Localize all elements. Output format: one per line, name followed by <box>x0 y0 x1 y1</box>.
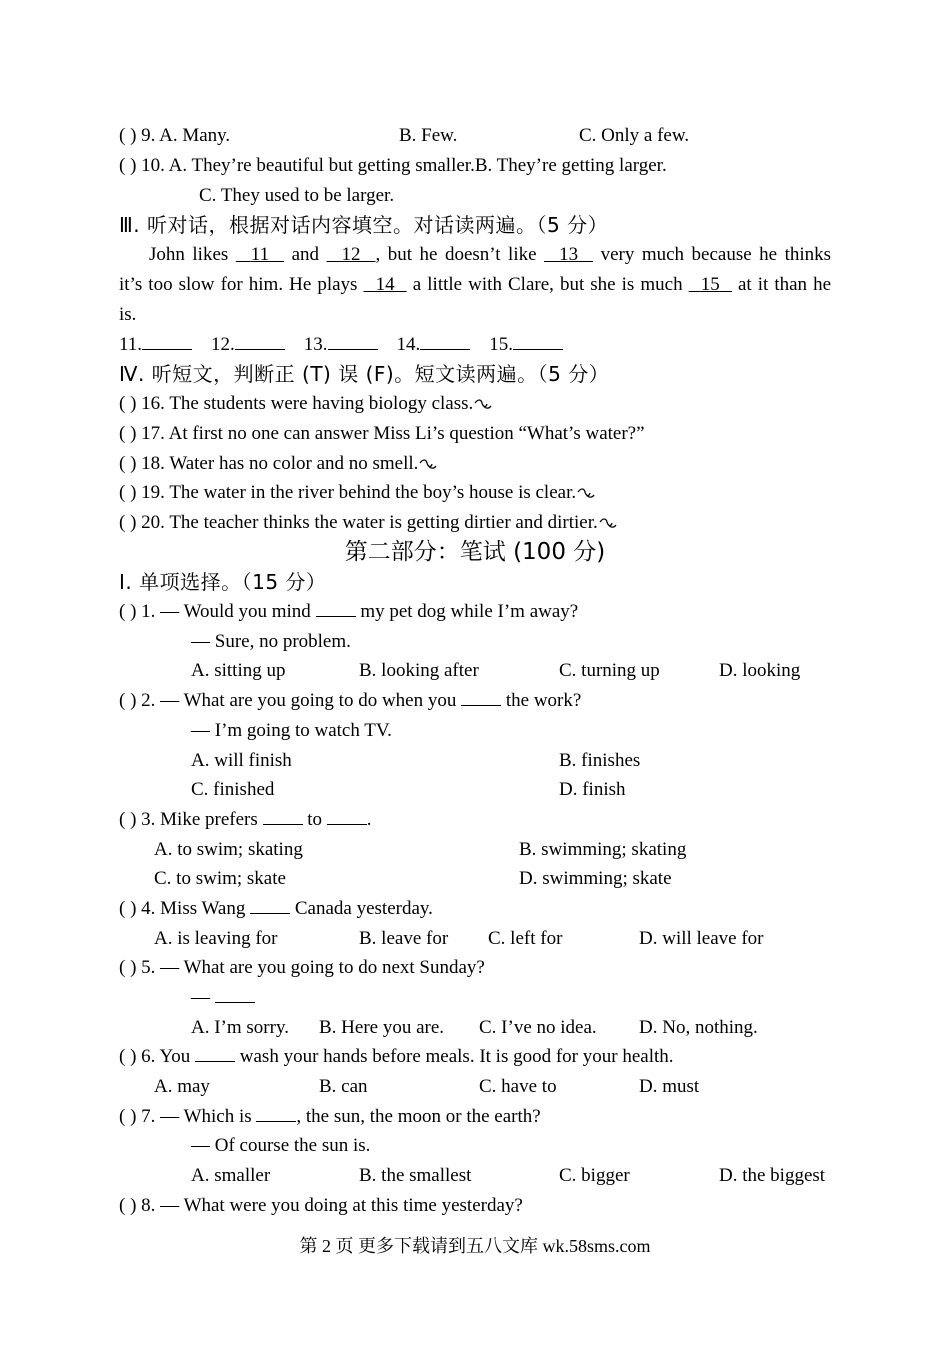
question-stem: 1. — Would you mind <box>141 601 311 622</box>
option-d: D. No, nothing. <box>639 1017 758 1038</box>
blank-12: 12 <box>341 244 361 265</box>
answer-paren[interactable]: ( ) <box>119 1106 137 1127</box>
answer-paren[interactable]: ( ) <box>119 423 137 444</box>
option-c: C. I’ve no idea. <box>479 1017 597 1038</box>
option-b: B. can <box>319 1076 368 1097</box>
answer-12[interactable]: 12. <box>211 334 285 355</box>
option-b: B. leave for <box>359 928 449 949</box>
statement-text: 18. Water has no color and no smell. <box>141 453 419 474</box>
section-3-heading: Ⅲ. 听对话，根据对话内容填空。对话读两遍。（5 分） <box>119 213 609 237</box>
option-a: A. is leaving for <box>154 928 278 949</box>
option-c: C. left for <box>488 928 563 949</box>
question-9 <box>119 121 230 151</box>
mc-question-8 <box>119 1191 523 1221</box>
option-d: D. will leave for <box>639 928 764 949</box>
option-d: D. must <box>639 1076 700 1097</box>
option-c: C. finished <box>191 779 275 800</box>
blank-14: 14 <box>375 274 395 295</box>
blank-13: 13 <box>559 244 579 265</box>
answer-blanks <box>119 330 563 360</box>
fill-blank <box>263 806 303 825</box>
answer-14[interactable]: 14. <box>397 334 471 355</box>
option-b: B. Here you are. <box>319 1017 445 1038</box>
question-stem: my pet dog while I’m away? <box>360 601 579 622</box>
blank-15: 15 <box>700 274 720 295</box>
question-text: 9. A. Many. <box>141 125 231 146</box>
cloze-line-3: is. <box>119 304 137 325</box>
cloze-line-1 <box>119 240 831 270</box>
blank-11: 11 <box>250 244 270 265</box>
option-a: A. sitting up <box>191 660 286 681</box>
fill-blank <box>256 1103 296 1122</box>
option-a: A. will finish <box>191 750 292 771</box>
answer-paren[interactable]: ( ) <box>119 601 137 622</box>
mc-question-4 <box>119 894 433 924</box>
question-stem: . <box>366 809 372 830</box>
statement-18 <box>119 449 437 479</box>
statement-text: 17. At first no one can answer Miss Li’s question “What’s water?” <box>141 423 645 444</box>
option-d: D. looking <box>719 660 801 681</box>
text: very much because he thinks <box>600 244 832 265</box>
squiggle-icon <box>599 518 617 530</box>
text: and <box>291 244 320 265</box>
mc-question-1 <box>119 597 578 627</box>
squiggle-icon <box>419 459 437 471</box>
question-stem: 5. — What are you going to do next Sunday? <box>141 957 485 978</box>
answer-paren[interactable]: ( ) <box>119 512 137 533</box>
fill-blank <box>250 895 290 914</box>
question-stem: wash your hands before meals. It is good for your health. <box>239 1046 674 1067</box>
question-stem: , the sun, the moon or the earth? <box>296 1106 541 1127</box>
reply: — I’m going to watch TV. <box>191 720 392 741</box>
statement-text: 16. The students were having biology class. <box>141 393 474 414</box>
option-b: B. the smallest <box>359 1165 472 1186</box>
question-stem: the work? <box>505 690 582 711</box>
mc-question-3 <box>119 805 372 835</box>
part-2-title: 第二部分：笔试 (100 分) <box>344 539 606 565</box>
reply: — Of course the sun is. <box>191 1135 371 1156</box>
mc-question-5 <box>119 953 485 983</box>
option-c: C. They used to be larger. <box>199 185 395 206</box>
answer-paren: ( ) <box>119 125 137 146</box>
question-text: 10. A. They’re beautiful but getting smaller.B. They’re getting larger. <box>141 155 667 176</box>
option-d: D. finish <box>559 779 626 800</box>
answer-paren[interactable]: ( ) <box>119 393 137 414</box>
mc-question-2 <box>119 686 581 716</box>
mc-question-7 <box>119 1102 541 1132</box>
answer-paren[interactable]: ( ) <box>119 957 137 978</box>
answer-paren[interactable]: ( ) <box>119 453 137 474</box>
mc-question-6 <box>119 1042 674 1072</box>
text: , but he doesn’t like <box>375 244 537 265</box>
option-a: A. to swim; skating <box>154 839 303 860</box>
option-a: A. may <box>154 1076 210 1097</box>
answer-paren[interactable]: ( ) <box>119 690 137 711</box>
squiggle-icon <box>577 488 595 500</box>
question-stem: 3. Mike prefers <box>141 809 258 830</box>
answer-paren: ( ) <box>119 155 137 176</box>
question-stem: 2. — What are you going to do when you <box>141 690 457 711</box>
section-4-heading: Ⅳ. 听短文，判断正 (T) 误 (F)。短文读两遍。（5 分） <box>119 362 610 386</box>
text: John likes <box>149 244 229 265</box>
option-c: C. bigger <box>559 1165 630 1186</box>
fill-blank <box>327 806 367 825</box>
answer-paren[interactable]: ( ) <box>119 1195 137 1216</box>
option-a: A. I’m sorry. <box>191 1017 289 1038</box>
option-d: D. the biggest <box>719 1165 826 1186</box>
answer-paren[interactable]: ( ) <box>119 809 137 830</box>
fill-blank <box>195 1043 235 1062</box>
answer-11[interactable]: 11. <box>119 334 192 355</box>
fill-blank <box>461 687 501 706</box>
question-stem: to <box>307 809 323 830</box>
answer-13[interactable]: 13. <box>304 334 378 355</box>
squiggle-icon <box>474 399 492 411</box>
answer-paren[interactable]: ( ) <box>119 898 137 919</box>
option-b: B. finishes <box>559 750 641 771</box>
question-stem: 4. Miss Wang <box>141 898 246 919</box>
statement-text: 19. The water in the river behind the boy’s house is clear. <box>141 482 577 503</box>
text: it’s too slow for him. He plays <box>119 274 358 295</box>
option-b: B. looking after <box>359 660 479 681</box>
option-b: B. Few. <box>399 125 458 146</box>
reply: — <box>191 983 255 1013</box>
option-c: C. turning up <box>559 660 660 681</box>
question-stem: 7. — Which is <box>141 1106 252 1127</box>
text: a little with Clare, but she is much <box>412 274 683 295</box>
fill-blank <box>215 984 255 1003</box>
statement-text: 20. The teacher thinks the water is getting dirtier and dirtier. <box>141 512 598 533</box>
fill-blank <box>316 598 356 617</box>
statement-16 <box>119 389 492 419</box>
written-section-1-heading: Ⅰ. 单项选择。（15 分） <box>119 570 327 594</box>
answer-15[interactable]: 15. <box>489 334 563 355</box>
question-stem: Canada yesterday. <box>294 898 433 919</box>
answer-paren[interactable]: ( ) <box>119 482 137 503</box>
option-c: C. to swim; skate <box>154 868 286 889</box>
answer-paren[interactable]: ( ) <box>119 1046 137 1067</box>
option-c: C. Only a few. <box>579 125 690 146</box>
question-stem: 6. You <box>141 1046 191 1067</box>
option-d: D. swimming; skate <box>519 868 672 889</box>
statement-17 <box>119 419 645 449</box>
option-c: C. have to <box>479 1076 557 1097</box>
statement-19 <box>119 478 595 508</box>
option-a: A. smaller <box>191 1165 271 1186</box>
option-b: B. swimming; skating <box>519 839 687 860</box>
text: at it than he <box>737 274 832 295</box>
statement-20 <box>119 508 617 538</box>
page-footer: 第 2 页 更多下载请到五八文库 wk.58sms.com <box>299 1236 651 1256</box>
question-stem: 8. — What were you doing at this time yesterday? <box>141 1195 523 1216</box>
reply: — Sure, no problem. <box>191 631 351 652</box>
question-10 <box>119 151 667 181</box>
cloze-line-2 <box>119 270 831 300</box>
